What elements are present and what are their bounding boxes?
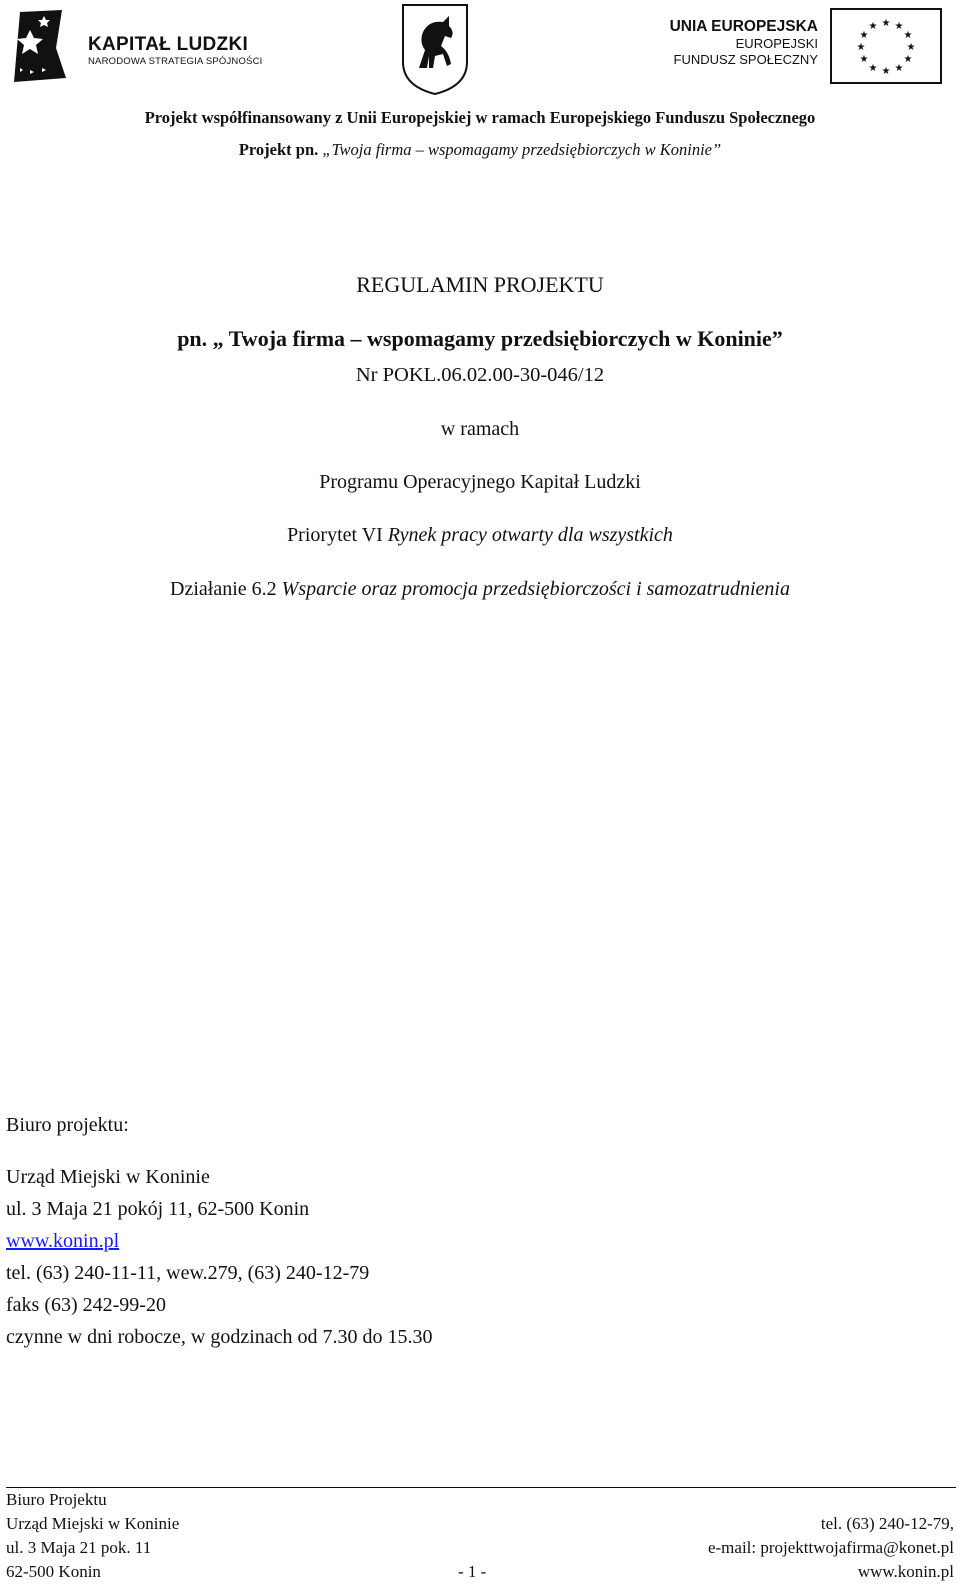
footer-divider (6, 1487, 956, 1488)
footer-office-name: Urząd Miejski w Koninie (6, 1514, 180, 1533)
kapital-ludzki-subtitle: NARODOWA STRATEGIA SPÓJNOŚCI (88, 56, 263, 67)
page-number: - 1 - (458, 1562, 487, 1581)
crest-logo (399, 2, 471, 96)
svg-text:★: ★ (881, 66, 891, 77)
svg-text:★: ★ (903, 30, 913, 41)
action-line (0, 578, 960, 601)
document-subtitle: pn. „ Twoja firma – wspomagamy przedsiębiorczych w Koninie” (177, 326, 783, 351)
office-website-link[interactable]: www.konin.pl (6, 1230, 120, 1252)
office-phone: tel. (63) 240-11-11, wew.279, (63) 240-12-79 (6, 1262, 370, 1284)
priority-prefix: Priorytet VI (287, 524, 383, 546)
eu-line-1: EUROPEJSKI (735, 36, 818, 51)
svg-text:★: ★ (868, 21, 878, 32)
footer-email: e-mail: projekttwojafirma@konet.pl (707, 1538, 954, 1557)
project-name-header (0, 140, 960, 160)
action-italic: Wsparcie oraz promocja przedsiębiorczości i samozatrudnienia (281, 578, 790, 600)
program-name: Programu Operacyjnego Kapitał Ludzki (319, 471, 641, 493)
kapital-ludzki-emblem-icon (10, 8, 80, 84)
svg-text:★: ★ (868, 63, 878, 74)
svg-text:★: ★ (856, 42, 866, 53)
horse-crest-icon (399, 2, 471, 96)
kapital-ludzki-logo (10, 8, 270, 86)
svg-text:★: ★ (881, 18, 891, 29)
project-name-prefix: Projekt pn. (238, 140, 319, 159)
office-address: ul. 3 Maja 21 pokój 11, 62-500 Konin (6, 1198, 310, 1220)
office-name: Urząd Miejski w Koninie (6, 1166, 210, 1188)
svg-text:★: ★ (906, 42, 916, 53)
office-label: Biuro projektu: (6, 1114, 129, 1136)
eu-title: UNIA EUROPEJSKA (669, 18, 818, 35)
svg-text:★: ★ (894, 21, 904, 32)
project-name-italic: „Twoja firma – wspomagamy przedsiębiorczych w Koninie” (322, 140, 722, 159)
cofinancing-header: Projekt współfinansowany z Unii Europejskiej w ramach Europejskiego Funduszu Społecznego (144, 108, 816, 127)
project-number: Nr POKL.06.02.00-30-046/12 (355, 364, 605, 386)
footer-office-address: ul. 3 Maja 21 pok. 11 (6, 1538, 152, 1557)
svg-text:★: ★ (903, 54, 913, 65)
eu-line-2: FUNDUSZ SPOŁECZNY (673, 52, 818, 67)
footer-website: www.konin.pl (857, 1562, 954, 1581)
footer-phone: tel. (63) 240-12-79, (820, 1514, 954, 1533)
priority-line (0, 524, 960, 547)
footer-office-city: 62-500 Konin (6, 1562, 101, 1581)
svg-text:★: ★ (859, 30, 869, 41)
svg-text:★: ★ (859, 54, 869, 65)
kapital-ludzki-title: KAPITAŁ LUDZKI (88, 34, 249, 55)
eu-flag-icon (830, 8, 942, 84)
office-hours: czynne w dni robocze, w godzinach od 7.30 do 15.30 (6, 1326, 433, 1348)
office-fax: faks (63) 242-99-20 (6, 1294, 166, 1316)
priority-italic: Rynek pracy otwarty dla wszystkich (387, 524, 673, 546)
footer-office-label: Biuro Projektu (6, 1490, 107, 1509)
svg-text:★: ★ (894, 63, 904, 74)
w-ramach-label: w ramach (440, 418, 520, 440)
document-title: REGULAMIN PROJEKTU (356, 272, 604, 297)
eu-logo (668, 8, 954, 88)
action-prefix: Działanie 6.2 (170, 578, 277, 600)
